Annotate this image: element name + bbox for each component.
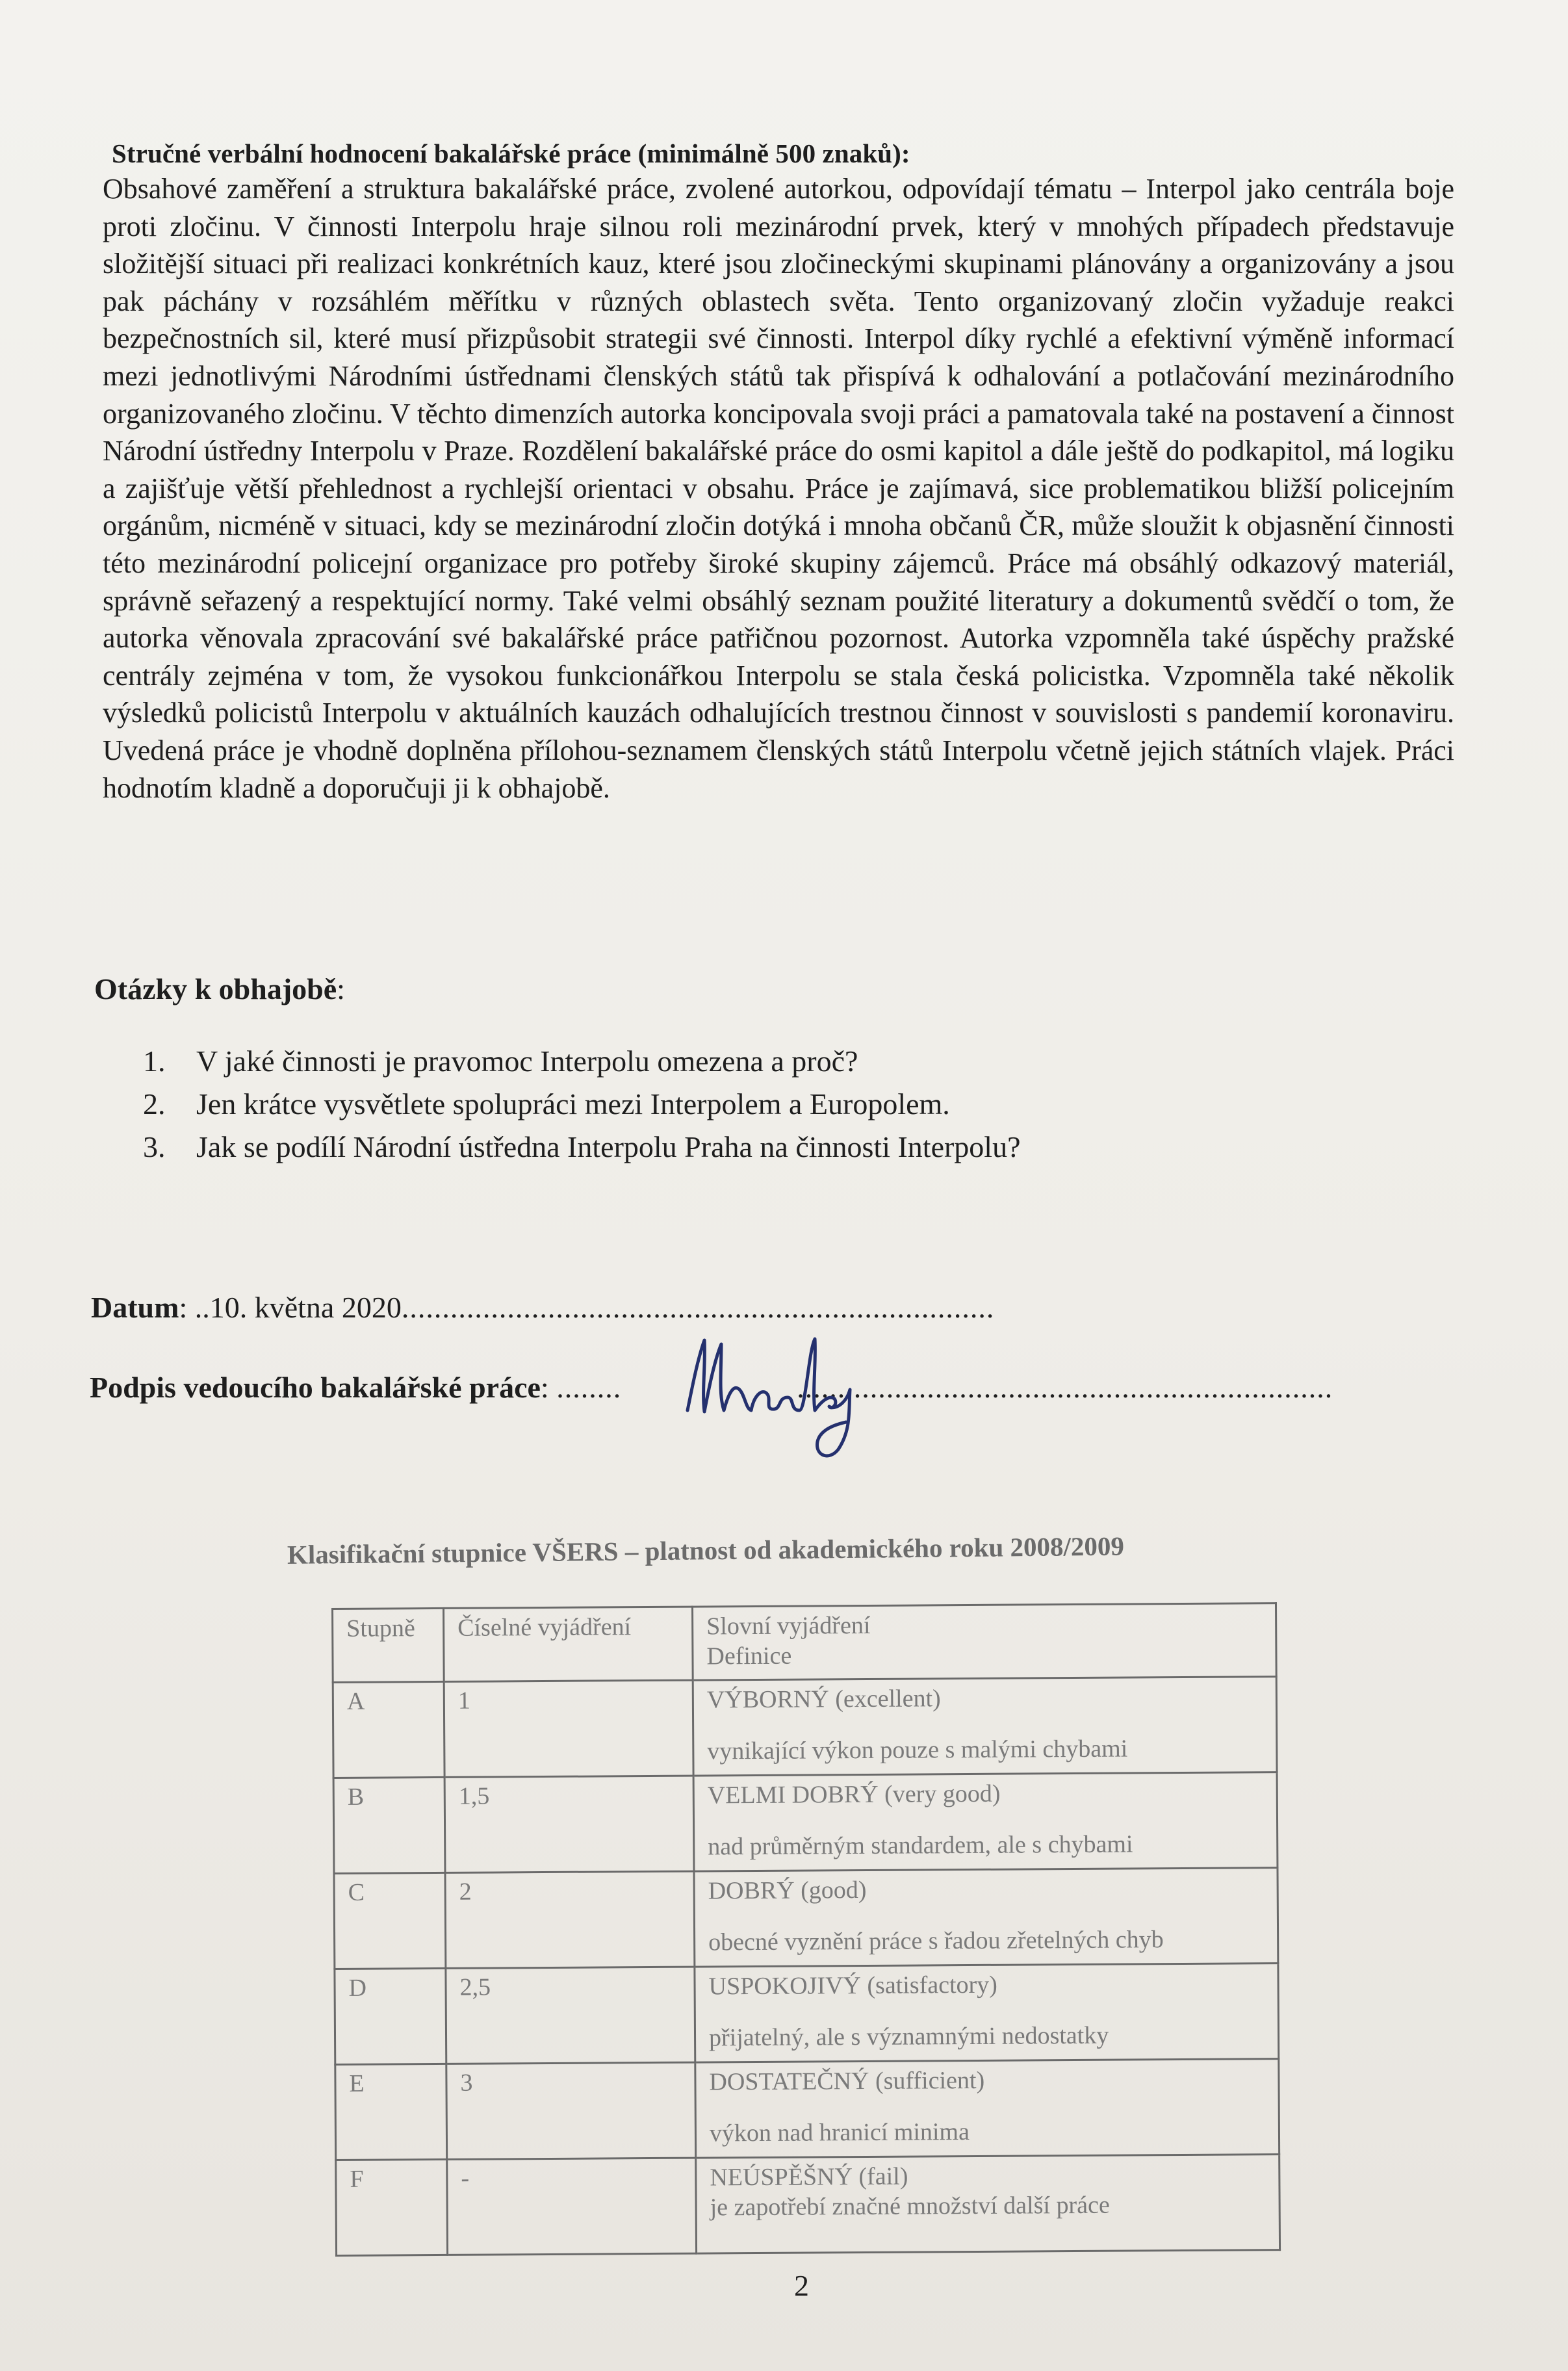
cell-verbal — [693, 1677, 1277, 1776]
date-label: Datum — [91, 1291, 179, 1324]
question-number: 2. — [143, 1087, 166, 1121]
signature-separator: : — [540, 1371, 557, 1404]
cell-verbal-text: NEÚSPĚŠNÝ (fail) — [710, 2162, 908, 2192]
date-dots: ......................................................................... — [401, 1291, 995, 1324]
question-text: Jen krátce vysvětlete spolupráci mezi Interpolem a Europolem. — [196, 1087, 950, 1121]
question-item — [143, 1040, 1313, 1083]
header-verbal-label: Slovní vyjádření — [706, 1611, 871, 1640]
question-number: 3. — [143, 1130, 166, 1163]
cell-verbal — [693, 1772, 1278, 1871]
table-row — [335, 1963, 1279, 2065]
cell-grade: A — [333, 1681, 444, 1778]
cell-verbal — [696, 2155, 1280, 2253]
cell-verbal — [695, 2059, 1279, 2158]
question-item — [143, 1126, 1313, 1169]
date-separator: : — [179, 1291, 195, 1324]
header-verbal — [692, 1603, 1276, 1680]
question-text: Jak se podílí Národní ústředna Interpolu Praha na činnosti Interpolu? — [196, 1130, 1021, 1163]
cell-verbal-text: DOSTATEČNÝ (sufficient) — [709, 2066, 985, 2096]
cell-definition-text: vynikající výkon pouze s malými chybami — [707, 1735, 1128, 1765]
cell-numeric: 2 — [445, 1871, 695, 1968]
handwritten-signature — [676, 1313, 864, 1462]
cell-verbal-text: USPOKOJIVÝ (satisfactory) — [708, 1971, 998, 2001]
table-row — [333, 1677, 1277, 1778]
questions-title-colon: : — [337, 972, 345, 1005]
questions-title: Otázky k obhajobě — [94, 972, 337, 1005]
question-text: V jaké činnosti je pravomoc Interpolu omezena a proč? — [196, 1044, 858, 1078]
questions-list — [143, 1040, 1313, 1169]
signature-label: Podpis vedoucího bakalářské práce — [90, 1371, 541, 1404]
header-grade: Stupně — [333, 1608, 444, 1682]
cell-numeric: - — [447, 2158, 697, 2255]
signature-dots-after: .................................................................. — [797, 1371, 1333, 1404]
cell-grade: E — [335, 2064, 447, 2160]
header-numeric: Číselné vyjádření — [444, 1607, 693, 1681]
cell-verbal-text: DOBRÝ (good) — [708, 1876, 867, 1905]
table-row — [334, 1868, 1278, 1969]
cell-numeric: 3 — [446, 2062, 696, 2159]
cell-grade: C — [334, 1872, 446, 1969]
cell-numeric: 1 — [444, 1680, 693, 1777]
cell-definition-text: nad průměrným standardem, ale s chybami — [708, 1830, 1133, 1861]
date-value: ..10. května 2020 — [194, 1291, 402, 1324]
page-number: 2 — [794, 2269, 809, 2302]
header-definition-label: Definice — [706, 1642, 792, 1670]
cell-definition-text: obecné vyznění práce s řadou zřetelných chyb — [708, 1926, 1164, 1956]
questions-heading — [94, 972, 345, 1006]
cell-numeric: 2,5 — [446, 1967, 695, 2064]
grading-table-title: Klasifikační stupnice VŠERS – platnost od akademického roku 2008/2009 — [287, 1531, 1125, 1570]
table-row — [336, 2155, 1280, 2256]
grading-table — [331, 1602, 1281, 2257]
signature-dots-before: ........ — [556, 1371, 622, 1404]
cell-verbal-text: VELMI DOBRÝ (very good) — [707, 1780, 1001, 1809]
cell-numeric: 1,5 — [444, 1776, 694, 1872]
table-row — [335, 2059, 1279, 2160]
evaluation-text: Obsahové zaměření a struktura bakalářské práce, zvolené autorkou, odpovídají tématu – Interpol jako centrála boje proti zločinu. V činnosti Interpolu hraje silnou roli mezinárodní prvek, který v mnohých případech představuje složitější situaci při realizaci konkrétních kauz, které jsou zločineckými skupinami plánovány a organizovány a jsou pak páchány v rozsáhlém měřítku v různých oblastech světa. Tento organizovaný zločin vyžaduje reakci bezpečnostních sil, které musí přizpůsobit strategii své činnosti. Interpol díky rychlé a efektivní výměně informací mezi jednotlivými Národními ústřednami členských států tak přispívá k odhalování a potlačování mezinárodního organizovaného zločinu. V těchto dimenzích autorka koncipovala svoji práci a pamatovala také na postavení a činnost Národní ústředny Interpolu v Praze. Rozdělení bakalářské práce do osmi kapitol a dále ještě do podkapitol, má logiku a zajišťuje větší přehlednost a rychlejší orientaci v obsahu. Práce je zajímavá, sice problematikou bližší policejním orgánům, nicméně v situaci, kdy se mezinárodní zločin dotýká i mnoha občanů ČR, může sloužit k objasnění činnosti této mezinárodní policejní organizace pro potřeby široké skupiny zájemců. Práce má obsáhlý odkazový materiál, správně seřazený a respektující normy. Také velmi obsáhlý seznam použité literatury a dokumentů svědčí o tom, že autorka věnovala zpracování své bakalářské práce patřičnou pozornost. Autorka vzpomněla také úspěchy pražské centrály zejména v tom, že vysokou funkcionářkou Interpolu se stala česká policistka. Vzpomněla také několik výsledků policistů Interpolu v aktuálních kauzách odhalujících trestnou činnost v souvislosti s pandemií koronaviru. Uvedená práce je vhodně doplněna přílohou-seznamem členských států Interpolu včetně jejich státních vlajek. Práci hodnotím kladně a doporučuji ji k obhajobě. — [103, 173, 1454, 804]
grading-table-header-row — [333, 1603, 1277, 1683]
cell-grade: F — [336, 2159, 448, 2255]
cell-verbal-text: VÝBORNÝ (excellent) — [706, 1685, 941, 1714]
cell-grade: D — [335, 1968, 446, 2064]
cell-verbal — [695, 1963, 1279, 2062]
question-number: 1. — [143, 1044, 166, 1078]
evaluation-heading: Stručné verbální hodnocení bakalářské práce (minimálně 500 znaků): — [112, 138, 910, 168]
question-item — [143, 1083, 1313, 1126]
cell-definition-text: přijatelný, ale s významnými nedostatky — [708, 2021, 1109, 2052]
table-row — [333, 1772, 1278, 1874]
cell-grade: B — [333, 1777, 445, 1873]
cell-definition-text: je zapotřebí značné množství další práce — [710, 2191, 1110, 2222]
cell-definition-text: výkon nad hranicí minima — [709, 2118, 970, 2147]
cell-verbal — [694, 1868, 1278, 1967]
